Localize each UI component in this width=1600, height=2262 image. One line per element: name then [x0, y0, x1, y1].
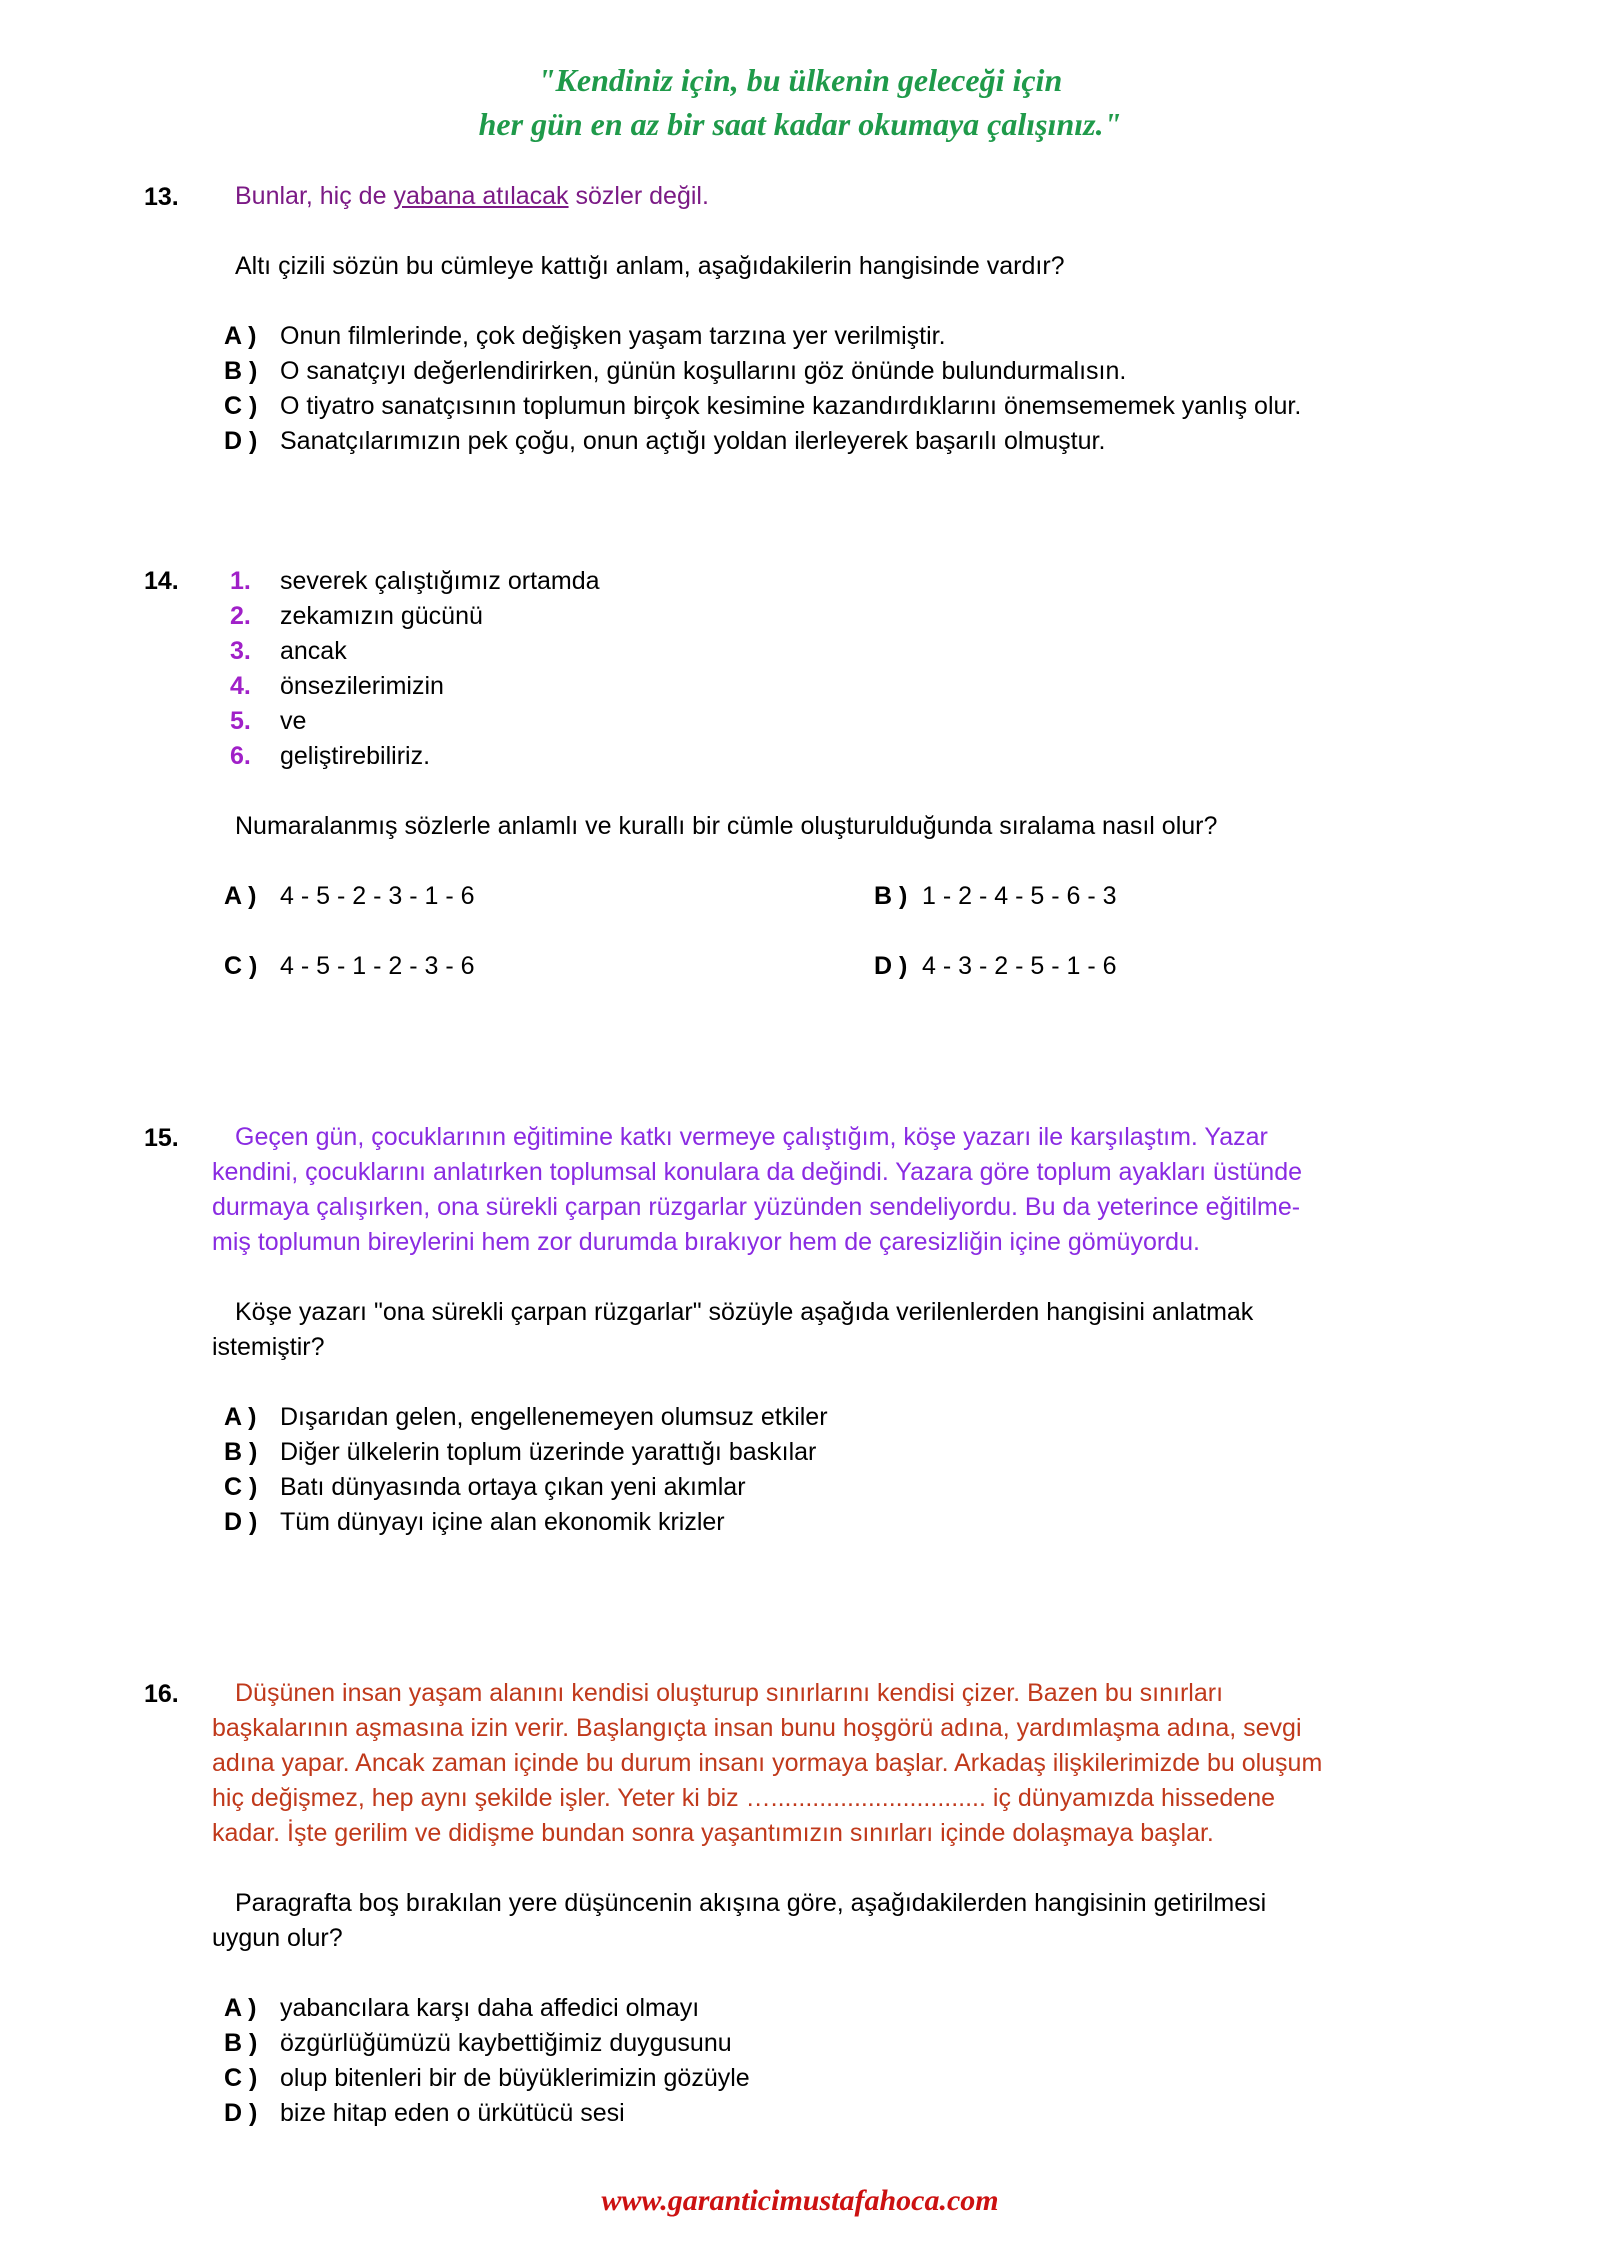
- paragraph-line: Düşünen insan yaşam alanını kendisi oluşturup sınırlarını kendisi çizer. Bazen bu sınırları: [235, 1679, 1224, 1707]
- option-b-label[interactable]: B ): [224, 2029, 258, 2057]
- option-d-label[interactable]: D ): [224, 2099, 258, 2127]
- option-d-label[interactable]: D ): [224, 427, 258, 455]
- option-c-label[interactable]: C ): [224, 1473, 258, 1501]
- item-number: 4.: [230, 672, 251, 700]
- option-b-label[interactable]: B ): [224, 357, 258, 385]
- item-text: önsezilerimizin: [280, 672, 444, 700]
- question-stem: [235, 179, 709, 213]
- option-b-text[interactable]: özgürlüğümüzü kaybettiğimiz duygusunu: [280, 2029, 732, 2057]
- option-d-text[interactable]: bize hitap eden o ürkütücü sesi: [280, 2099, 625, 2127]
- option-b-label[interactable]: B ): [874, 882, 908, 910]
- option-a-label[interactable]: A ): [224, 882, 257, 910]
- paragraph-line: miş toplumun bireylerini hem zor durumda bırakıyor hem de çaresizliğin içine gömüyordu.: [212, 1228, 1200, 1256]
- option-c-text[interactable]: Batı dünyasında ortaya çıkan yeni akımlar: [280, 1473, 746, 1501]
- option-b-label[interactable]: B ): [224, 1438, 258, 1466]
- question-text: Numaralanmış sözlerle anlamlı ve kurallı bir cümle oluşturulduğunda sıralama nasıl olur?: [235, 812, 1218, 840]
- option-b-text[interactable]: O sanatçıyı değerlendirirken, günün koşullarını göz önünde bulundurmalısın.: [280, 357, 1127, 385]
- option-d-text[interactable]: 4 - 3 - 2 - 5 - 1 - 6: [922, 952, 1117, 980]
- option-b-text[interactable]: Diğer ülkelerin toplum üzerinde yarattığı baskılar: [280, 1438, 817, 1466]
- option-c-text[interactable]: 4 - 5 - 1 - 2 - 3 - 6: [280, 952, 475, 980]
- paragraph-line: başkalarının aşmasına izin verir. Başlangıçta insan bunu hoşgörü adına, yardımlaşma adına, sevgi: [212, 1714, 1302, 1742]
- option-c-label[interactable]: C ): [224, 392, 258, 420]
- question-text: uygun olur?: [212, 1924, 343, 1952]
- option-d-label[interactable]: D ): [874, 952, 908, 980]
- paragraph-line: kendini, çocuklarını anlatırken toplumsal konulara da değindi. Yazara göre toplum ayakları üstünde: [212, 1158, 1303, 1186]
- question-text: Köşe yazarı "ona sürekli çarpan rüzgarlar" sözüyle aşağıda verilenlerden hangisini anlatmak: [235, 1298, 1254, 1326]
- item-number: 5.: [230, 707, 251, 735]
- footer-website-link[interactable]: www.garanticimustafahoca.com: [601, 2184, 999, 2217]
- question-text: Altı çizili sözün bu cümleye kattığı anlam, aşağıdakilerin hangisinde vardır?: [235, 252, 1065, 280]
- item-text: zekamızın gücünü: [280, 602, 483, 630]
- paragraph-line: Geçen gün, çocuklarının eğitimine katkı vermeye çalıştığım, köşe yazarı ile karşılaştım. Yazar: [235, 1123, 1268, 1151]
- option-a-label[interactable]: A ): [224, 1994, 257, 2022]
- stem-text: Bunlar, hiç de: [235, 182, 394, 210]
- motto-line-1: "Kendiniz için, bu ülkenin geleceği için: [537, 62, 1063, 98]
- question-number: 14.: [144, 567, 179, 595]
- paragraph-line: durmaya çalışırken, ona sürekli çarpan rüzgarlar yüzünden sendeliyordu. Bu da yeterince eğitilme-: [212, 1193, 1301, 1221]
- option-c-text[interactable]: O tiyatro sanatçısının toplumun birçok kesimine kazandırdıklarını önemsememek yanlış olur.: [280, 392, 1302, 420]
- question-number: 15.: [144, 1124, 179, 1152]
- option-a-label[interactable]: A ): [224, 1403, 257, 1431]
- stem-text: sözler değil.: [568, 182, 709, 210]
- page-motto: [0, 58, 1600, 146]
- motto-line-2: her gün en az bir saat kadar okumaya çalışınız.": [478, 106, 1122, 142]
- item-number: 3.: [230, 637, 251, 665]
- underlined-phrase: yabana atılacak: [393, 182, 569, 210]
- paragraph-line: kadar. İşte gerilim ve didişme bundan sonra yaşantımızın sınırları içinde dolaşmaya başlar.: [212, 1819, 1214, 1847]
- option-a-text[interactable]: 4 - 5 - 2 - 3 - 1 - 6: [280, 882, 475, 910]
- question-number: 13.: [144, 183, 179, 211]
- option-d-label[interactable]: D ): [224, 1508, 258, 1536]
- option-c-label[interactable]: C ): [224, 2064, 258, 2092]
- question-text: istemiştir?: [212, 1333, 325, 1361]
- question-text: Paragrafta boş bırakılan yere düşüncenin akışına göre, aşağıdakilerden hangisinin getirilmesi: [235, 1889, 1267, 1917]
- option-d-text[interactable]: Sanatçılarımızın pek çoğu, onun açtığı yoldan ilerleyerek başarılı olmuştur.: [280, 427, 1106, 455]
- item-text: ve: [280, 707, 307, 735]
- option-c-label[interactable]: C ): [224, 952, 258, 980]
- item-text: geliştirebiliriz.: [280, 742, 431, 770]
- option-a-label[interactable]: A ): [224, 322, 257, 350]
- option-c-text[interactable]: olup bitenleri bir de büyüklerimizin gözüyle: [280, 2064, 750, 2092]
- option-a-text[interactable]: Onun filmlerinde, çok değişken yaşam tarzına yer verilmiştir.: [280, 322, 946, 350]
- item-number: 2.: [230, 602, 251, 630]
- question-number: 16.: [144, 1680, 179, 1708]
- option-a-text[interactable]: yabancılara karşı daha affedici olmayı: [280, 1994, 700, 2022]
- item-number: 1.: [230, 567, 251, 595]
- item-text: ancak: [280, 637, 347, 665]
- paragraph-line: adına yapar. Ancak zaman içinde bu durum insanı yormaya başlar. Arkadaş ilişkilerimizde bu oluşum: [212, 1749, 1323, 1777]
- option-b-text[interactable]: 1 - 2 - 4 - 5 - 6 - 3: [922, 882, 1117, 910]
- option-d-text[interactable]: Tüm dünyayı içine alan ekonomik krizler: [280, 1508, 725, 1536]
- item-number: 6.: [230, 742, 251, 770]
- option-a-text[interactable]: Dışarıdan gelen, engellenemeyen olumsuz etkiler: [280, 1403, 828, 1431]
- item-text: severek çalıştığımız ortamda: [280, 567, 600, 595]
- paragraph-line: hiç değişmez, hep aynı şekilde işler. Yeter ki biz …............................... iç dünyamızda hissedene: [212, 1784, 1276, 1812]
